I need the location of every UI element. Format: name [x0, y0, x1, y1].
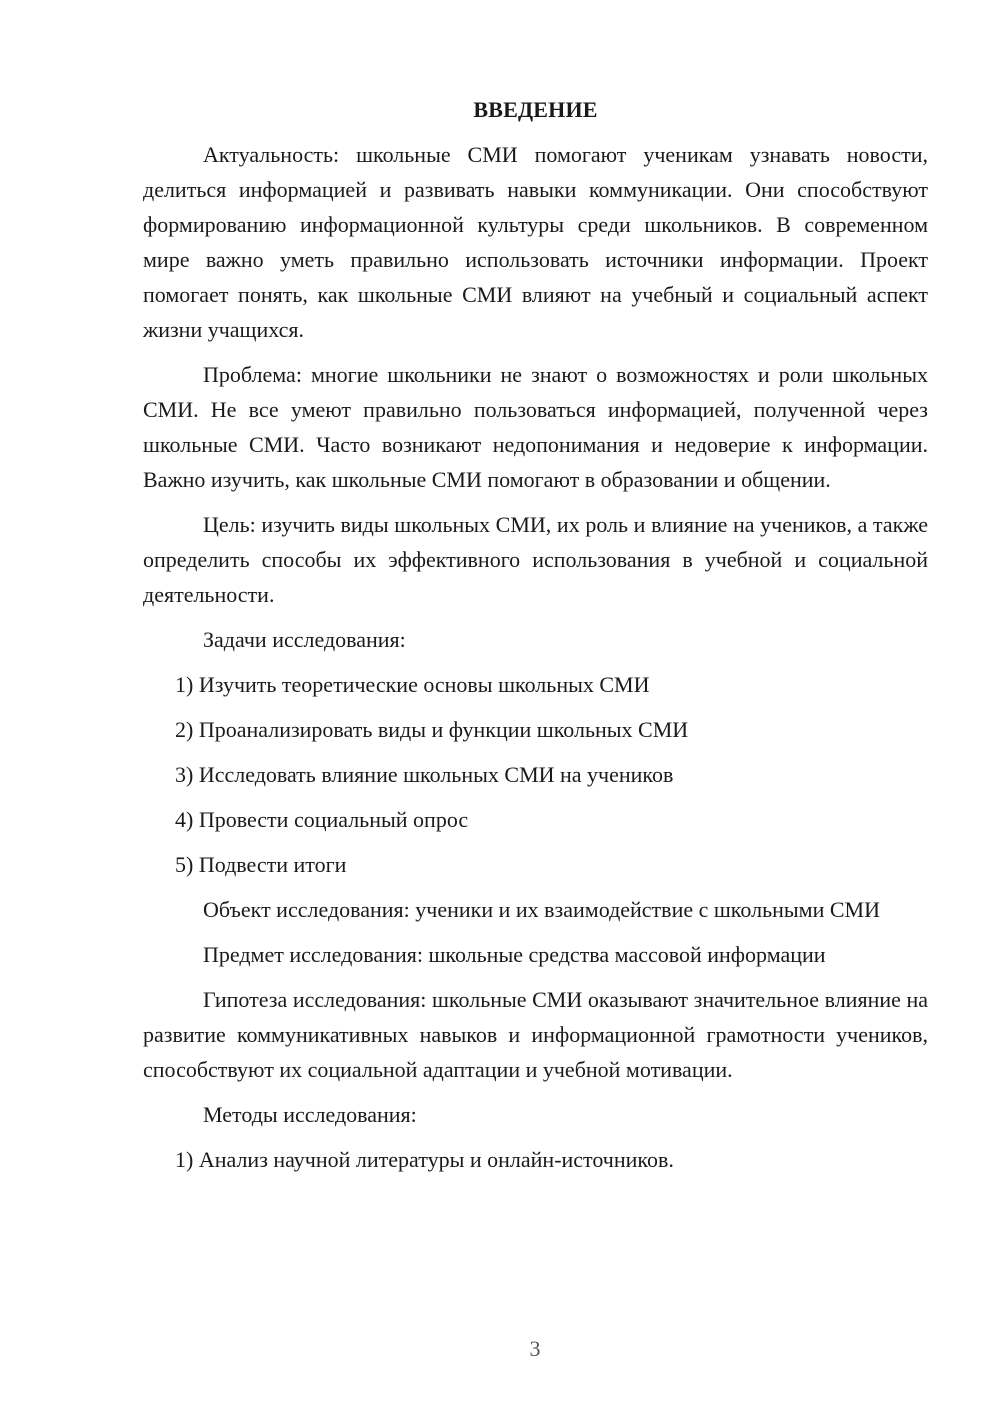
list-item: 2) Проанализировать виды и функции школьных СМИ [175, 717, 689, 742]
list-item: 4) Провести социальный опрос [175, 807, 469, 832]
relevance-paragraph: Актуальность: школьные СМИ помогают ученикам узнавать новости, делиться информацией и развивать навыки коммуникации. Они способствуют формированию информационной культуры среди школьников. В современном мире важно уметь правильно использовать источники информации. Проект помогает понять, как школьные СМИ влияют на учебный и социальный аспект жизни учащихся. [143, 142, 928, 342]
section-title: ВВЕДЕНИЕ [473, 97, 598, 122]
subject-paragraph: Предмет исследования: школьные средства массовой информации [203, 942, 826, 967]
object-paragraph: Объект исследования: ученики и их взаимодействие с школьными СМИ [203, 897, 880, 922]
page-number: 3 [529, 1336, 541, 1361]
page-content [143, 94, 928, 1187]
goal-paragraph: Цель: изучить виды школьных СМИ, их роль и влияние на учеников, а также определить способы их эффективного использования в учебной и социальной деятельности. [143, 512, 928, 607]
list-item: 1) Изучить теоретические основы школьных СМИ [175, 672, 650, 697]
list-item: 5) Подвести итоги [175, 852, 347, 877]
list-item: 3) Исследовать влияние школьных СМИ на учеников [175, 762, 674, 787]
methods-list [143, 1142, 928, 1177]
tasks-list [143, 667, 928, 882]
list-item: 1) Анализ научной литературы и онлайн-источников. [175, 1147, 674, 1172]
hypothesis-paragraph: Гипотеза исследования: школьные СМИ оказывают значительное влияние на развитие коммуникативных навыков и информационной грамотности учеников, способствуют их социальной адаптации и учебной мотивации. [143, 987, 928, 1082]
tasks-heading: Задачи исследования: [203, 627, 406, 652]
methods-heading: Методы исследования: [203, 1102, 417, 1127]
problem-paragraph: Проблема: многие школьники не знают о возможностях и роли школьных СМИ. Не все умеют правильно пользоваться информацией, полученной через школьные СМИ. Часто возникают недопонимания и недоверие к информации. Важно изучить, как школьные СМИ помогают в образовании и общении. [143, 362, 928, 492]
